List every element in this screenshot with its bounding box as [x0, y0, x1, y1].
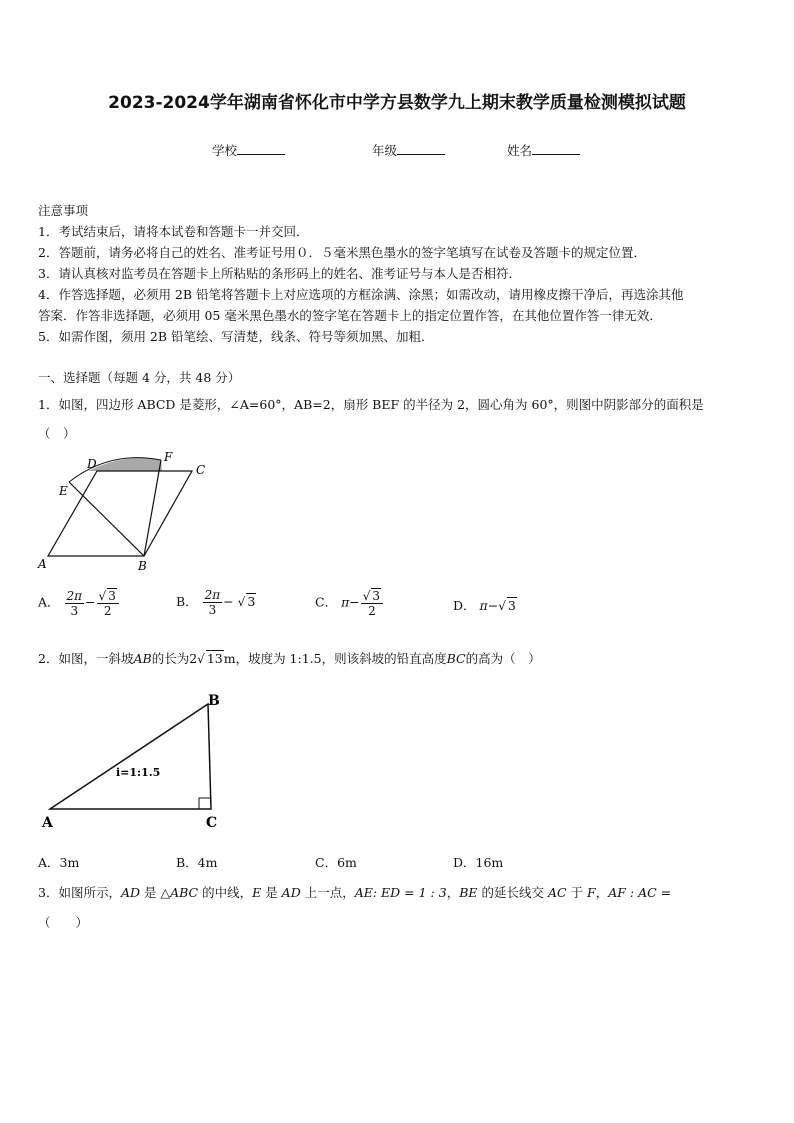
- q1-option-d[interactable]: D． π−√ 3: [453, 598, 516, 613]
- name-label: 姓名: [507, 143, 533, 158]
- q1-line-be: [69, 482, 144, 556]
- school-blank: [237, 142, 285, 155]
- notice-item: 4．作答选择题，必须用 2B 铅笔将答题卡上对应选项的方框涂满、涂黑；如需改动，请用橡皮擦干净后，再选涂其他: [38, 287, 684, 302]
- q1-option-b[interactable]: B． $\frac{2\pi}{3}$ − √ 3: [176, 588, 256, 617]
- q1-figure: [30, 448, 210, 576]
- q1-option-c[interactable]: C． π− $\frac{√ 3}{2}$: [315, 588, 384, 618]
- q1-rhombus: [48, 471, 192, 556]
- notice-heading: 注意事项: [38, 203, 89, 218]
- notice-item: 1．考试结束后，请将本试卷和答题卡一并交回．: [38, 224, 309, 239]
- notice-item: 2．答题前，请务必将自己的姓名、准考证号用０．５毫米黑色墨水的签字笔填写在试卷及答题卡的规定位置．: [38, 245, 646, 260]
- q2-label-b: B: [208, 693, 220, 709]
- name-field: [507, 141, 580, 159]
- q2-figure: [36, 690, 236, 835]
- q1-label-a: A: [38, 557, 47, 571]
- grade-field: [372, 141, 445, 159]
- notice-item: 5．如需作图，须用 2B 铅笔绘、写清楚，线条、符号等须加黑、加粗．: [38, 329, 434, 344]
- q2-option-c[interactable]: C．6m: [315, 855, 357, 870]
- q3-text: 3．如图所示，AD 是 △ABC 的中线，E 是 AD 上一点，AE: ED = 1 : 3，BE 的延长线交 AC 于 F，AF : AC =: [38, 885, 672, 900]
- q1-shaded-region: [69, 458, 162, 482]
- q2-option-b[interactable]: B．4m: [176, 855, 218, 870]
- section-heading: 一、选择题（每题 4 分，共 48 分）: [38, 370, 241, 385]
- school-field: [212, 141, 285, 159]
- grade-label: 年级: [372, 143, 398, 158]
- q2-label-c: C: [206, 815, 218, 831]
- q2-right-angle-mark: [199, 798, 210, 809]
- q1-option-a[interactable]: A． $\frac{2\pi}{3}$ − $\frac{√ 3}{2}$: [38, 588, 120, 618]
- notice-item: 答案．作答非选择题，必须用 05 毫米黑色墨水的签字笔在答题卡上的指定位置作答，在其他位置作答一律无效．: [38, 308, 662, 323]
- q2-label-a: A: [42, 815, 53, 831]
- name-blank: [532, 142, 580, 155]
- q2-slope-label: i=1:1.5: [116, 766, 161, 779]
- q2-triangle: [50, 704, 211, 809]
- q1-label-d: D: [87, 457, 97, 471]
- q1-paren: （ ）: [38, 426, 76, 441]
- q1-label-b: B: [138, 559, 147, 573]
- grade-blank: [397, 142, 445, 155]
- q1-label-e: E: [59, 484, 68, 498]
- q2-text: 2．如图，一斜坡AB的长为2√ 13m，坡度为 1:1.5，则该斜坡的铅直高度BC的高为（ ）: [38, 651, 541, 666]
- q1-label-c: C: [196, 463, 206, 477]
- q1-label-f: F: [164, 450, 173, 464]
- page-title: 2023-2024学年湖南省怀化市中学方县数学九上期末教学质量检测模拟试题: [108, 93, 686, 113]
- q2-option-d[interactable]: D．16m: [453, 855, 504, 870]
- school-label: 学校: [212, 143, 238, 158]
- notice-item: 3．请认真核对监考员在答题卡上所粘贴的条形码上的姓名、准考证号与本人是否相符．: [38, 266, 521, 281]
- q3-paren: （ ）: [38, 915, 89, 930]
- q2-option-a[interactable]: A．3m: [38, 855, 80, 870]
- q1-text: 1．如图，四边形 ABCD 是菱形，∠A=60°，AB=2，扇形 BEF 的半径为 2，圆心角为 60°，则图中阴影部分的面积是: [38, 397, 704, 412]
